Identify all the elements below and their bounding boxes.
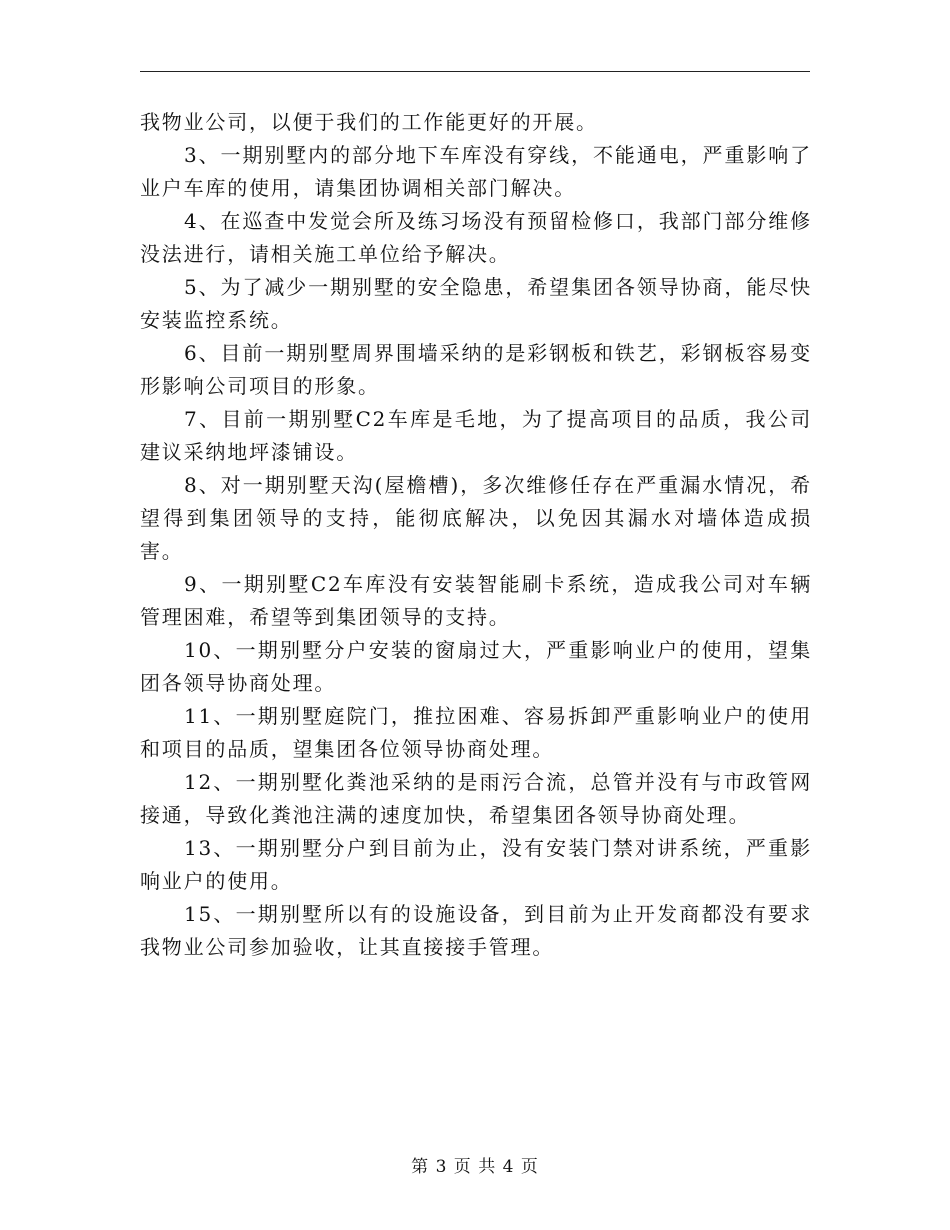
paragraph: 4、在巡查中发觉会所及练习场没有预留检修口，我部门部分维修没法进行，请相关施工单位给予解决。 (140, 209, 812, 266)
paragraph: 6、目前一期别墅周界围墙采纳的是彩钢板和铁艺，彩钢板容易变形影响公司项目的形象。 (140, 341, 812, 398)
paragraph: 5、为了减少一期别墅的安全隐患，希望集团各领导协商，能尽快安装监控系统。 (140, 275, 812, 332)
paragraph: 10、一期别墅分户安装的窗扇过大，严重影响业户的使用，望集团各领导协商处理。 (140, 638, 812, 695)
paragraph: 9、一期别墅C2车库没有安装智能刷卡系统，造成我公司对车辆管理困难，希望等到集团领导的支持。 (140, 572, 812, 629)
paragraph: 我物业公司，以便于我们的工作能更好的开展。 (140, 110, 598, 134)
paragraph: 13、一期别墅分户到目前为止，没有安装门禁对讲系统，严重影响业户的使用。 (140, 836, 812, 893)
paragraph: 8、对一期别墅天沟(屋檐槽)，多次维修任存在严重漏水情况，希望得到集团领导的支持，能彻底解决，以免因其漏水对墙体造成损害。 (140, 473, 812, 563)
paragraph: 7、目前一期别墅C2车库是毛地，为了提高项目的品质，我公司建议采纳地坪漆铺设。 (140, 407, 812, 464)
document-body (140, 106, 812, 964)
header-rule (140, 71, 810, 72)
page-number-footer: 第 3 页 共 4 页 (411, 1157, 539, 1177)
paragraph: 15、一期别墅所以有的设施设备，到目前为止开发商都没有要求我物业公司参加验收，让其直接接手管理。 (140, 902, 812, 959)
paragraph: 12、一期别墅化粪池采纳的是雨污合流，总管并没有与市政管网接通，导致化粪池注满的速度加快，希望集团各领导协商处理。 (140, 770, 812, 827)
paragraph: 3、一期别墅内的部分地下车库没有穿线，不能通电，严重影响了业户车库的使用，请集团协调相关部门解决。 (140, 143, 812, 200)
paragraph: 11、一期别墅庭院门，推拉困难、容易拆卸严重影响业户的使用和项目的品质，望集团各位领导协商处理。 (140, 704, 812, 761)
